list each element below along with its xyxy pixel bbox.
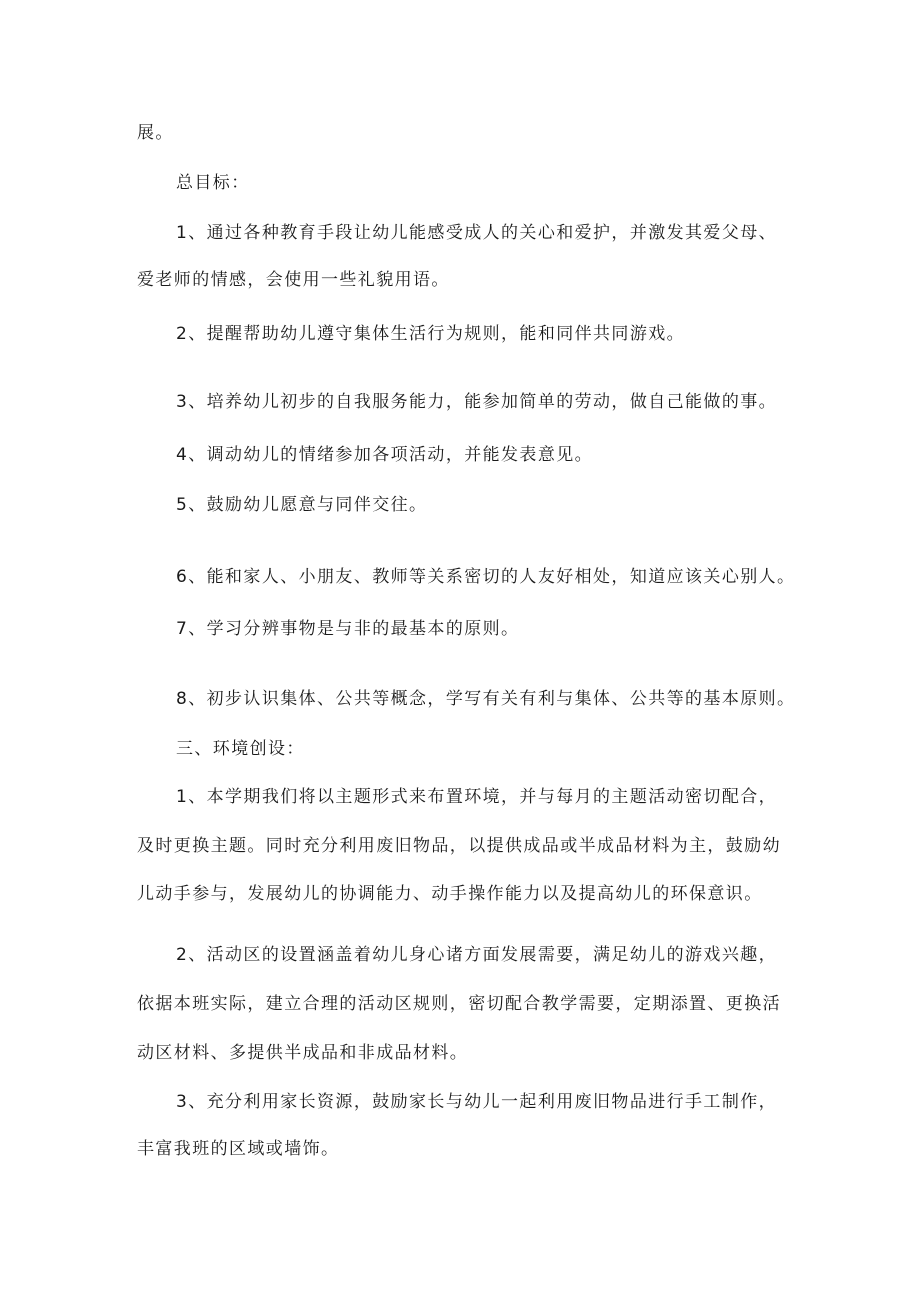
paragraph-line: 爱老师的情感，会使用一些礼貌用语。 — [137, 270, 450, 290]
paragraph-line: 依据本班实际，建立合理的活动区规则，密切配合教学需要，定期添置、更换活 — [137, 994, 781, 1014]
goal-item-5: 5、鼓励幼儿愿意与同伴交往。 — [176, 495, 428, 515]
goal-item-6: 6、能和家人、小朋友、教师等关系密切的人友好相处，知道应该关心别人。 — [176, 567, 796, 587]
heading-environment-setup: 三、环境创设： — [176, 739, 305, 759]
goal-item-2: 2、提醒帮助幼儿遵守集体生活行为规则，能和同伴共同游戏。 — [176, 324, 686, 344]
goal-item-7: 7、学习分辨事物是与非的最基本的原则。 — [176, 619, 520, 639]
env-item-2: 2、活动区的设置涵盖着幼儿身心诸方面发展需要，满足幼儿的游戏兴趣， — [176, 945, 778, 965]
paragraph-line: 丰富我班的区域或墙饰。 — [137, 1139, 340, 1159]
goal-item-8: 8、初步认识集体、公共等概念，学写有关有利与集体、公共等的基本原则。 — [176, 689, 796, 709]
paragraph-line: 展。 — [137, 123, 174, 143]
goal-item-1: 1、通过各种教育手段让幼儿能感受成人的关心和爱护，并激发其爱父母、 — [176, 223, 778, 243]
paragraph-line: 动区材料、多提供半成品和非成品材料。 — [137, 1043, 469, 1063]
goal-item-4: 4、调动幼儿的情绪参加各项活动，并能发表意见。 — [176, 445, 594, 465]
goal-item-3: 3、培养幼儿初步的自我服务能力，能参加简单的劳动，做自己能做的事。 — [176, 392, 778, 412]
env-item-1: 1、本学期我们将以主题形式来布置环境，并与每月的主题活动密切配合， — [176, 787, 778, 807]
paragraph-line: 儿动手参与，发展幼儿的协调能力、动手操作能力以及提高幼儿的环保意识。 — [137, 884, 763, 904]
env-item-3: 3、充分利用家长资源，鼓励家长与幼儿一起利用废旧物品进行手工制作， — [176, 1092, 778, 1112]
paragraph-line: 及时更换主题。同时充分利用废旧物品，以提供成品或半成品材料为主，鼓励幼 — [137, 836, 781, 856]
heading-total-goals: 总目标： — [176, 173, 250, 193]
